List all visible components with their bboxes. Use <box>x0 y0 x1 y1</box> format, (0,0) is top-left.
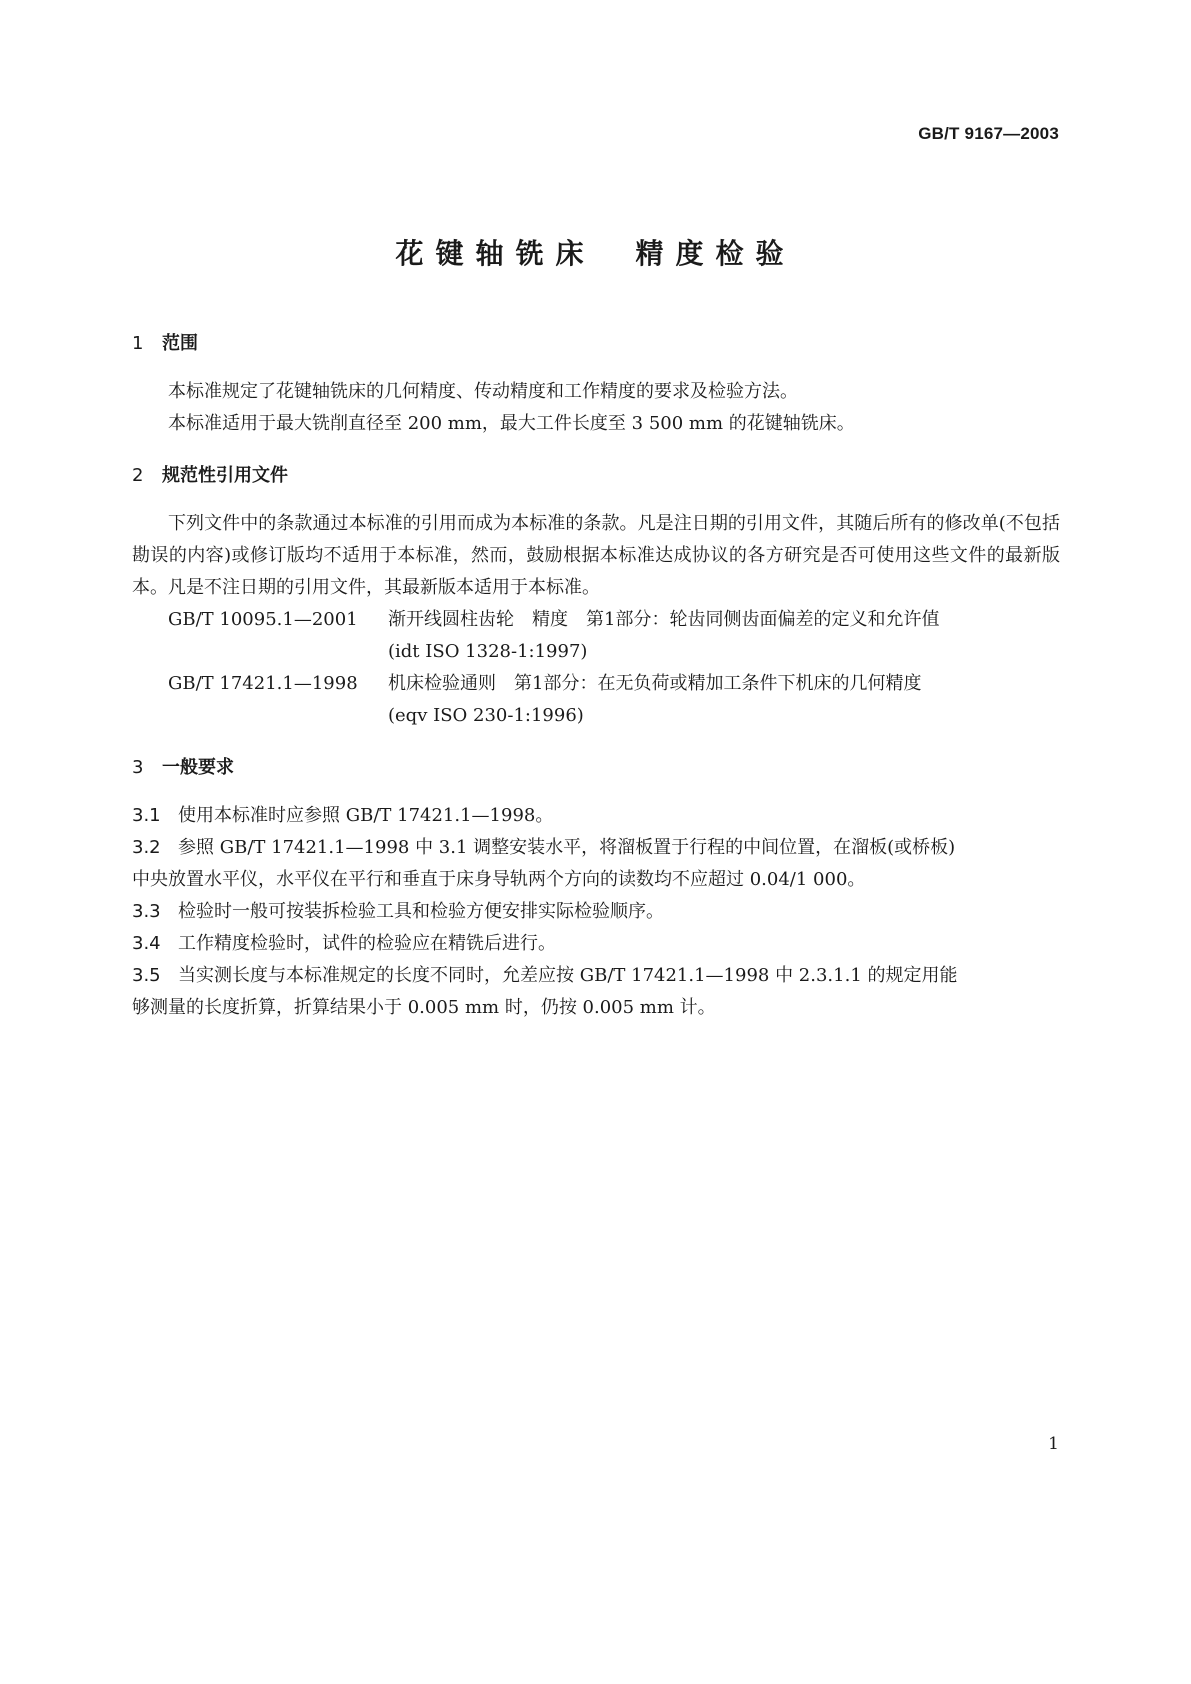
clause-number: 3.4 <box>132 933 161 954</box>
title-part-1: 花键轴铣床 <box>395 237 596 270</box>
paragraph: 本标准规定了花键轴铣床的几何精度、传动精度和工作精度的要求及检验方法。 <box>168 381 798 402</box>
document-title <box>0 232 1191 272</box>
section-number: 1 <box>132 333 144 354</box>
page-number: 1 <box>1048 1434 1059 1454</box>
clause-text: 检验时一般可按装拆检验工具和检验方便安排实际检验顺序。 <box>178 901 664 922</box>
clause-text: 当实测长度与本标准规定的长度不同时，允差应按 GB/T 17421.1—1998 中 2.3.1.1 的规定用能 <box>178 965 958 986</box>
section-scope <box>132 328 1060 440</box>
standard-code: GB/T 9167—2003 <box>918 124 1059 143</box>
section-normative-references <box>132 460 1060 732</box>
section-title: 一般要求 <box>162 757 234 778</box>
clause-text: 参照 GB/T 17421.1—1998 中 3.1 调整安装水平，将溜板置于行程的中间位置，在溜板(或桥板) <box>178 837 956 858</box>
clause-number: 3.1 <box>132 805 161 826</box>
clause-text: 使用本标准时应参照 GB/T 17421.1—1998。 <box>178 805 554 826</box>
clause <box>132 800 1060 832</box>
reference-title: 机床检验通则 第1部分：在无负荷或精加工条件下机床的几何精度 <box>388 673 922 694</box>
clause <box>132 832 1060 864</box>
section-number: 2 <box>132 465 144 486</box>
clause <box>132 960 1060 992</box>
clause-text: 工作精度检验时，试件的检验应在精铣后进行。 <box>178 933 556 954</box>
reference-title: 渐开线圆柱齿轮 精度 第1部分：轮齿同侧齿面偏差的定义和允许值 <box>388 609 940 630</box>
section-general-requirements <box>132 752 1060 1024</box>
paragraph: 下列文件中的条款通过本标准的引用而成为本标准的条款。凡是注日期的引用文件，其随后所有的修改单(不包括勘误的内容)或修订版均不适用于本标准，然而，鼓励根据本标准达成协议的各方研究是否可使用这些文件的最新版本。凡是不注日期的引用文件，其最新版本适用于本标准。 <box>132 513 1060 598</box>
clause-continuation: 够测量的长度折算，折算结果小于 0.005 mm 时，仍按 0.005 mm 计。 <box>132 997 716 1018</box>
document-body <box>132 328 1060 1044</box>
section-heading <box>132 752 1060 784</box>
reference-equivalence: (idt ISO 1328-1:1997) <box>388 641 588 662</box>
reference-code: GB/T 17421.1—1998 <box>168 673 358 694</box>
reference-item <box>168 668 1060 732</box>
section-heading <box>132 460 1060 492</box>
reference-text <box>388 668 1060 732</box>
clause <box>132 928 1060 960</box>
clause <box>132 896 1060 928</box>
section-number: 3 <box>132 757 144 778</box>
section-title: 范围 <box>162 333 198 354</box>
title-part-2: 精度检验 <box>635 237 796 270</box>
reference-item <box>168 604 1060 668</box>
section-heading <box>132 328 1060 360</box>
reference-equivalence: (eqv ISO 230-1:1996) <box>388 705 584 726</box>
clause-number: 3.3 <box>132 901 161 922</box>
section-title: 规范性引用文件 <box>162 465 288 486</box>
reference-code: GB/T 10095.1—2001 <box>168 609 358 630</box>
paragraph: 本标准适用于最大铣削直径至 200 mm，最大工件长度至 3 500 mm 的花键轴铣床。 <box>168 413 855 434</box>
reference-text <box>388 604 1060 668</box>
clause-number: 3.2 <box>132 837 161 858</box>
clause-continuation: 中央放置水平仪，水平仪在平行和垂直于床身导轨两个方向的读数均不应超过 0.04/1 000。 <box>132 869 866 890</box>
clause-number: 3.5 <box>132 965 161 986</box>
